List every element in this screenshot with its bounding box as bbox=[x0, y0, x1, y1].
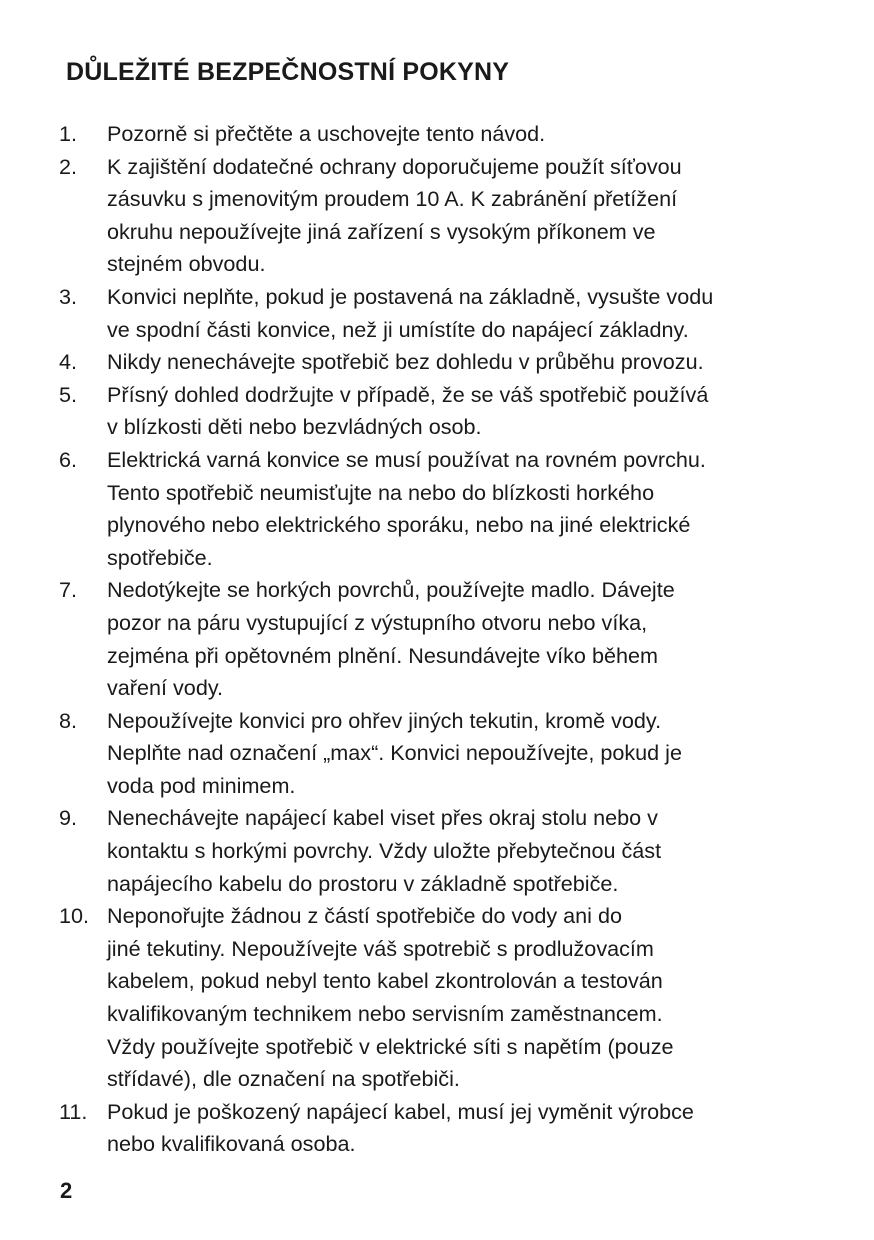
instruction-number: 2. bbox=[59, 153, 78, 179]
instruction-text-line: spotřebiče. bbox=[107, 544, 213, 570]
instruction-text-line: Pokud je poškozený napájecí kabel, musí jej vyměnit výrobce bbox=[107, 1098, 694, 1124]
instruction-number: 10. bbox=[59, 903, 90, 929]
instruction-text-line: zásuvku s jmenovitým proudem 10 A. K zabránění přetížení bbox=[107, 186, 678, 212]
instruction-text-line: ve spodní části konvice, než ji umístíte do napájecí základny. bbox=[107, 316, 689, 342]
instruction-text-line: napájecího kabelu do prostoru v základně spotřebiče. bbox=[107, 870, 619, 896]
instruction-text-line: Neplňte nad označení „max“. Konvici nepoužívejte, pokud je bbox=[107, 740, 682, 766]
instruction-number: 7. bbox=[59, 577, 78, 603]
instruction-text-line: Pozorně si přečtěte a uschovejte tento návod. bbox=[107, 121, 546, 146]
instruction-text-line: okruhu nepoužívejte jiná zařízení s vysokým příkonem ve bbox=[107, 218, 656, 244]
instruction-text-line: voda pod minimem. bbox=[107, 772, 296, 798]
instruction-item bbox=[59, 346, 829, 379]
instruction-number: 6. bbox=[59, 446, 78, 472]
instruction-item bbox=[59, 1096, 829, 1161]
instruction-number: 5. bbox=[59, 381, 78, 407]
instruction-text-line: stejném obvodu. bbox=[107, 251, 266, 277]
instruction-text-line: Neponořujte žádnou z částí spotřebiče do vody ani do bbox=[107, 903, 622, 929]
instruction-text-line: pozor na páru vystupující z výstupního otvoru nebo víka, bbox=[107, 609, 648, 635]
instruction-text-line: Elektrická varná konvice se musí používat na rovném povrchu. bbox=[107, 446, 706, 472]
instruction-number: 9. bbox=[59, 805, 78, 831]
instruction-item bbox=[59, 802, 829, 900]
instruction-number: 3. bbox=[59, 283, 78, 309]
instruction-number: 8. bbox=[59, 707, 78, 733]
instruction-text-line: Nedotýkejte se horkých povrchů, používejte madlo. Dávejte bbox=[107, 577, 675, 603]
instruction-text-line: kabelem, pokud nebyl tento kabel zkontrolován a testován bbox=[107, 968, 663, 994]
instruction-item bbox=[59, 118, 829, 151]
instruction-list bbox=[59, 118, 829, 1161]
page-title: DŮLEŽITÉ BEZPEČNOSTNÍ POKYNY bbox=[66, 58, 510, 86]
instruction-text-line: kvalifikovaným technikem nebo servisním zaměstnancem. bbox=[107, 1001, 663, 1027]
instruction-text-line: Vždy používejte spotřebič v elektrické síti s napětím (pouze bbox=[107, 1033, 674, 1059]
instruction-text-line: Nenechávejte napájecí kabel viset přes okraj stolu nebo v bbox=[107, 805, 658, 831]
instruction-number: 11. bbox=[59, 1098, 88, 1124]
instruction-text-line: vaření vody. bbox=[107, 675, 224, 701]
instruction-text-line: K zajištění dodatečné ochrany doporučujeme použít síťovou bbox=[107, 153, 682, 179]
instruction-text-line: plynového nebo elektrického sporáku, nebo na jiné elektrické bbox=[107, 512, 691, 538]
instruction-text-line: střídavé), dle označení na spotřebiči. bbox=[107, 1066, 460, 1092]
instruction-item bbox=[59, 281, 829, 346]
instruction-number: 4. bbox=[59, 349, 78, 375]
page-number: 2 bbox=[60, 1178, 73, 1203]
instruction-text-line: nebo kvalifikovaná osoba. bbox=[107, 1131, 356, 1157]
instruction-number: 1. bbox=[59, 121, 78, 146]
instruction-item bbox=[59, 705, 829, 803]
instruction-item bbox=[59, 379, 829, 444]
instruction-text-line: kontaktu s horkými povrchy. Vždy uložte přebytečnou část bbox=[107, 838, 662, 864]
instruction-text-line: v blízkosti děti nebo bezvládných osob. bbox=[107, 414, 482, 440]
instruction-text-line: Nikdy nenechávejte spotřebič bez dohledu v průběhu provozu. bbox=[107, 349, 704, 375]
instruction-text-line: Nepoužívejte konvici pro ohřev jiných tekutin, kromě vody. bbox=[107, 707, 662, 733]
instruction-item bbox=[59, 444, 829, 574]
instruction-text-line: jiné tekutiny. Nepoužívejte váš spotrebič s prodlužovacím bbox=[107, 935, 654, 961]
instruction-text-line: zejména při opětovném plnění. Nesundávejte víko během bbox=[107, 642, 658, 668]
instruction-text-line: Konvici neplňte, pokud je postavená na základně, vysušte vodu bbox=[107, 283, 714, 309]
instruction-text-line: Přísný dohled dodržujte v případě, že se váš spotřebič používá bbox=[107, 381, 709, 407]
instruction-item bbox=[59, 574, 829, 704]
instruction-item bbox=[59, 151, 829, 281]
instruction-item bbox=[59, 900, 829, 1096]
instruction-text-line: Tento spotřebič neumisťujte na nebo do blízkosti horkého bbox=[107, 479, 655, 505]
